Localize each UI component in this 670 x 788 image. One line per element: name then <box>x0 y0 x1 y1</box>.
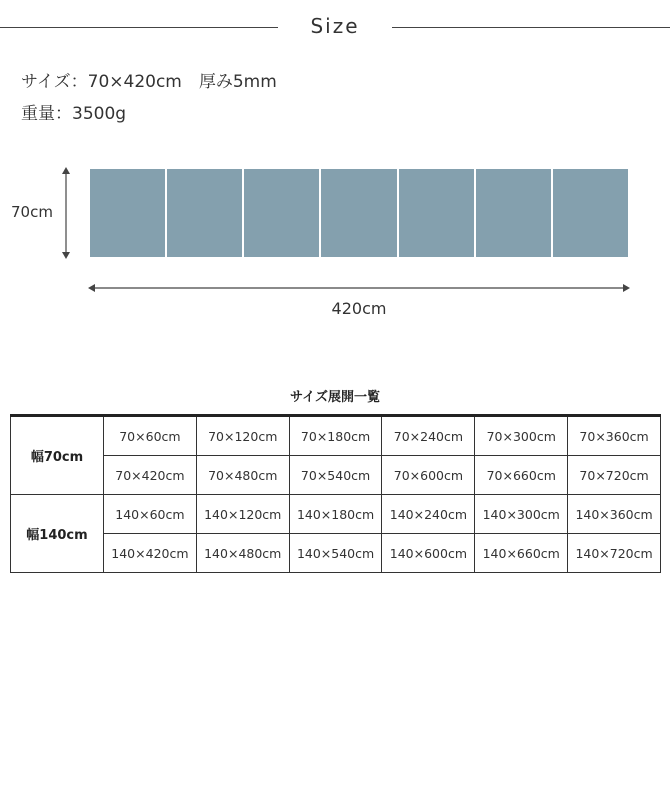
size-cell: 70×660cm <box>475 456 568 495</box>
size-cell: 140×240cm <box>382 495 475 534</box>
size-cell: 70×360cm <box>568 416 661 456</box>
size-cell: 140×180cm <box>289 495 382 534</box>
size-cell: 140×720cm <box>568 534 661 573</box>
size-cell: 140×300cm <box>475 495 568 534</box>
mat-diagram <box>90 169 628 257</box>
mat-panel <box>399 169 474 257</box>
size-cell: 140×480cm <box>196 534 289 573</box>
size-cell: 140×420cm <box>104 534 197 573</box>
mat-panel <box>167 169 242 257</box>
size-cell: 70×420cm <box>104 456 197 495</box>
size-cell: 70×180cm <box>289 416 382 456</box>
size-cell: 70×720cm <box>568 456 661 495</box>
width-group-label: 幅140cm <box>11 495 104 573</box>
size-cell: 140×660cm <box>475 534 568 573</box>
header-rule-left <box>0 27 278 28</box>
size-cell: 70×60cm <box>104 416 197 456</box>
size-cell: 70×600cm <box>382 456 475 495</box>
header-rule-right <box>392 27 670 28</box>
width-group-label: 幅70cm <box>11 416 104 495</box>
mat-panel <box>553 169 628 257</box>
mat-panel <box>244 169 319 257</box>
size-cell: 140×360cm <box>568 495 661 534</box>
size-cell: 70×540cm <box>289 456 382 495</box>
size-spec: サイズ：70×420cm 厚み5mm <box>21 72 277 92</box>
size-cell: 140×600cm <box>382 534 475 573</box>
size-table <box>10 414 661 573</box>
size-cell: 70×240cm <box>382 416 475 456</box>
size-cell: 140×540cm <box>289 534 382 573</box>
size-cell: 70×120cm <box>196 416 289 456</box>
table-row <box>11 456 661 495</box>
height-dimension-label: 70cm <box>11 203 53 221</box>
size-cell: 140×60cm <box>104 495 197 534</box>
mat-panel <box>321 169 396 257</box>
height-arrow-icon <box>59 167 73 259</box>
mat-panel <box>476 169 551 257</box>
table-row <box>11 495 661 534</box>
size-cell: 140×120cm <box>196 495 289 534</box>
mat-panel <box>90 169 165 257</box>
size-table-title: サイズ展開一覧 <box>290 390 380 405</box>
weight-spec: 重量：3500g <box>21 104 127 124</box>
width-dimension-label: 420cm <box>331 299 387 318</box>
size-cell: 70×480cm <box>196 456 289 495</box>
section-title: Size <box>310 14 360 38</box>
table-row <box>11 416 661 456</box>
width-arrow-icon <box>88 281 630 295</box>
size-cell: 70×300cm <box>475 416 568 456</box>
table-row <box>11 534 661 573</box>
